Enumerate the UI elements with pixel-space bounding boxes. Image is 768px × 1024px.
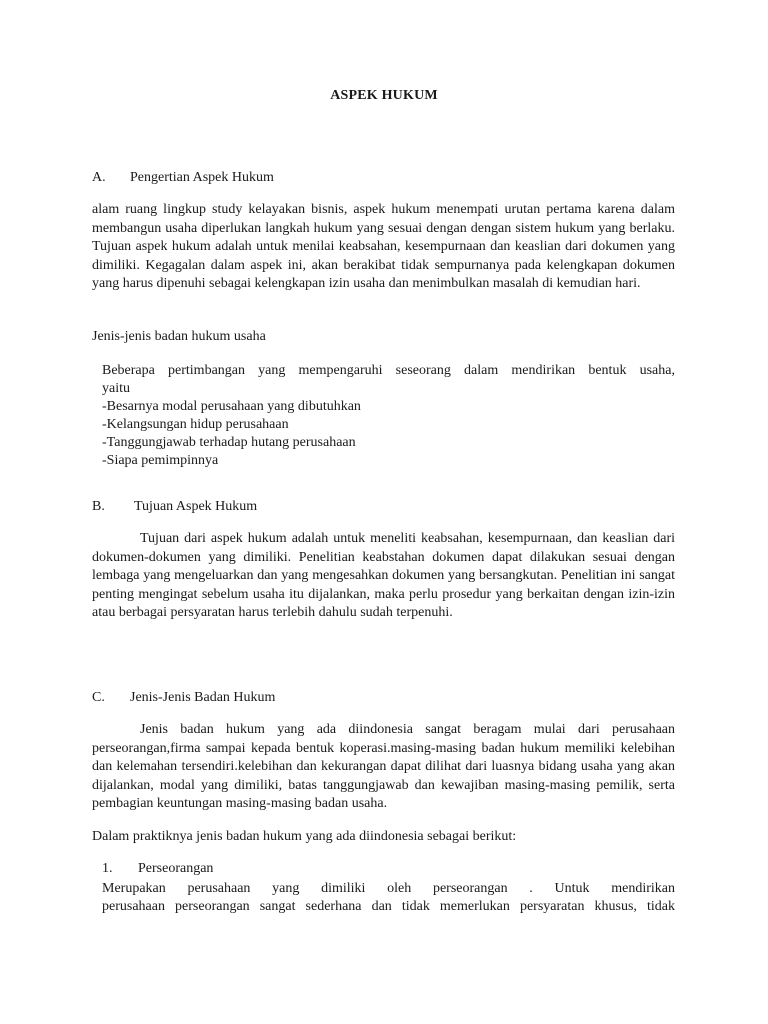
- item-1-number: 1.: [102, 861, 113, 876]
- considerations-list: [102, 362, 675, 470]
- practice-line: Dalam praktiknya jenis badan hukum yang ada diindonesia sebagai berikut:: [92, 829, 517, 844]
- section-a-heading: [92, 170, 274, 186]
- item-1-heading: [102, 861, 213, 877]
- section-a-letter: A.: [92, 170, 106, 185]
- list-item: -Siapa pemimpinnya: [102, 453, 219, 468]
- list-item: -Tanggungjawab terhadap hutang perusahaan: [102, 435, 356, 450]
- item-1-title: Perseorangan: [138, 861, 214, 876]
- considerations-intro: Beberapa pertimbangan yang mempengaruhi seseorang dalam mendirikan bentuk usaha,: [102, 363, 675, 378]
- section-b-heading: [92, 499, 257, 515]
- considerations-intro-cont: yaitu: [102, 381, 130, 396]
- section-a-paragraph: alam ruang lingkup study kelayakan bisnis, aspek hukum menempati urutan pertama karena dalam membangun usaha diperlukan langkah hukum yang sesuai dengan dengan sistem hukum yang berlaku. Tujuan aspek hukum adalah untuk menilai keabsahan, kesempurnaan dan keaslian dari dokumen yang dimiliki. Kegagalan dalam aspek ini, akan berakibat tidak sempurnanya pada kelengkapan dokumen yang harus dipenuhi sebagai kelengkapan izin usaha dan menimbulkan masalah di kemudian hari.: [92, 202, 675, 291]
- item-1-line: Merupakan perusahaan yang dimiliki oleh perseorangan . Untuk mendirikan: [102, 881, 675, 896]
- section-c-paragraph: Jenis badan hukum yang ada diindonesia sangat beragam mulai dari perusahaan perseorangan,firma sampai kepada bentuk koperasi.masing-masing badan hukum memiliki kelebihan dan kelemahan tersendiri.kelebihan dan kekurangan dapat dilihat dari luasnya bidang usaha yang akan dijalankan, modal yang dimiliki, batas tanggungjawab dan kewajiban masing-masing pemilik, serta pembagian keuntungan masing-masing badan usaha.: [92, 722, 675, 811]
- section-b-title: Tujuan Aspek Hukum: [134, 499, 258, 514]
- item-1-line: perusahaan perseorangan sangat sederhana dan tidak memerlukan persyaratan khusus, tidak: [102, 899, 675, 914]
- section-a-title: Pengertian Aspek Hukum: [130, 170, 274, 185]
- section-c-title: Jenis-Jenis Badan Hukum: [130, 690, 276, 705]
- section-b-paragraph: Tujuan dari aspek hukum adalah untuk meneliti keabsahan, kesempurnaan, dan keaslian dari dokumen-dokumen yang dimiliki. Penelitian keabstahan dokumen dapat dilakukan sesuai dengan lembaga yang mengeluarkan dan yang mengesahkan dokumen yang bersangkutan. Penelitian ini sangat penting mengingat sebelum usaha itu dijalankan, maka perlu prosedur yang berkaitan dengan izin-izin atau berbagai persyaratan harus terlebih dahulu sudah terpenuhi.: [92, 531, 675, 620]
- list-item: -Kelangsungan hidup perusahaan: [102, 417, 289, 432]
- section-c-letter: C.: [92, 690, 105, 705]
- list-item: -Besarnya modal perusahaan yang dibutuhkan: [102, 399, 361, 414]
- item-1-description: [102, 880, 675, 916]
- section-b-letter: B.: [92, 499, 105, 514]
- page-title: ASPEK HUKUM: [330, 88, 438, 103]
- section-a-subheading: Jenis-jenis badan hukum usaha: [92, 329, 266, 344]
- section-c-heading: [92, 690, 275, 706]
